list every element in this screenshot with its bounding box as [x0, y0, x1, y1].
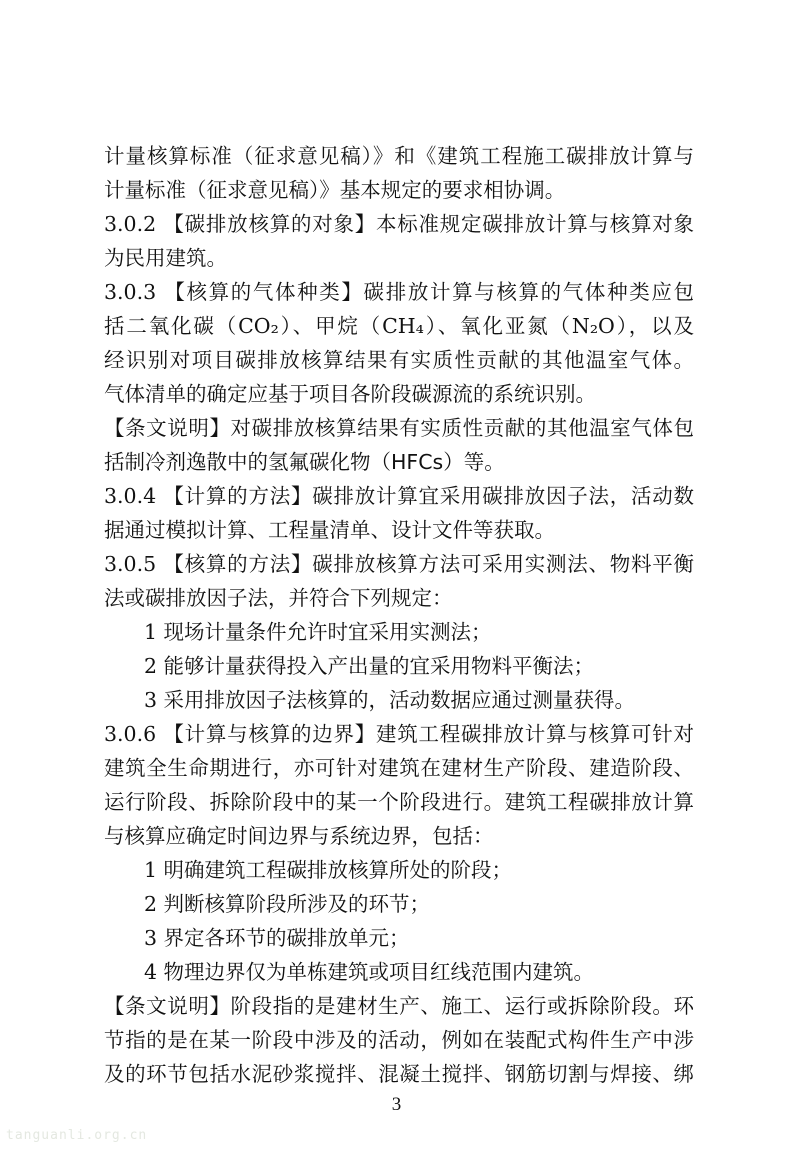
list-item: 1 现场计量条件允许时宜采用实测法；: [144, 620, 492, 644]
page-number: 3: [391, 1094, 402, 1115]
text-line: 计量标准（征求意见稿）》基本规定的要求相协调。: [104, 178, 566, 202]
list-item: 2 能够计量获得投入产出量的宜采用物料平衡法；: [144, 654, 595, 678]
text-line: 与核算应确定时间边界与系统边界，包括：: [104, 824, 494, 848]
text-line: 及的环节包括水泥砂浆搅拌、混凝土搅拌、钢筋切割与焊接、绑: [104, 1062, 694, 1086]
text-line: 据通过模拟计算、工程量清单、设计文件等获取。: [104, 518, 555, 542]
text-line: 括制冷剂逸散中的氢氟碳化物（HFCs）等。: [104, 450, 505, 474]
clause-3-0-2: 3.0.2 【碳排放核算的对象】本标准规定碳排放计算与核算对象: [104, 212, 694, 236]
text-line: 括二氧化碳（CO₂）、甲烷（CH₄）、氧化亚氮（N₂O），以及: [104, 314, 694, 338]
list-item: 1 明确建筑工程碳排放核算所处的阶段；: [144, 858, 513, 882]
text-line: 气体清单的确定应基于项目各阶段碳源流的系统识别。: [104, 382, 596, 406]
text-line: 法或碳排放因子法，并符合下列规定：: [104, 586, 453, 610]
list-item: 3 采用排放因子法核算的，活动数据应通过测量获得。: [144, 688, 636, 712]
clause-explanation: 【条文说明】阶段指的是建材生产、施工、运行或拆除阶段。环: [104, 994, 694, 1018]
text-line: 经识别对项目碳排放核算结果有实质性贡献的其他温室气体。: [104, 348, 694, 372]
clause-3-0-3: 3.0.3 【核算的气体种类】碳排放计算与核算的气体种类应包: [104, 280, 694, 304]
list-item: 4 物理边界仅为单栋建筑或项目红线范围内建筑。: [144, 960, 595, 984]
clause-3-0-4: 3.0.4 【计算的方法】碳排放计算宜采用碳排放因子法，活动数: [104, 484, 694, 508]
text-line: 计量核算标准（征求意见稿）》和《建筑工程施工碳排放计算与: [104, 144, 694, 168]
clause-3-0-5: 3.0.5 【核算的方法】碳排放核算方法可采用实测法、物料平衡: [104, 552, 694, 576]
list-item: 3 界定各环节的碳排放单元；: [144, 926, 410, 950]
text-line: 运行阶段、拆除阶段中的某一个阶段进行。建筑工程碳排放计算: [104, 790, 694, 814]
clause-explanation: 【条文说明】对碳排放核算结果有实质性贡献的其他温室气体包: [104, 416, 694, 440]
watermark: tanguanli.org.cn: [6, 1128, 148, 1143]
clause-3-0-6: 3.0.6 【计算与核算的边界】建筑工程碳排放计算与核算可针对: [104, 722, 694, 746]
list-item: 2 判断核算阶段所涉及的环节；: [144, 892, 431, 916]
text-line: 为民用建筑。: [104, 246, 227, 270]
text-line: 节指的是在某一阶段中涉及的活动，例如在装配式构件生产中涉: [104, 1028, 694, 1052]
text-line: 建筑全生命期进行，亦可针对建筑在建材生产阶段、建造阶段、: [104, 756, 694, 780]
